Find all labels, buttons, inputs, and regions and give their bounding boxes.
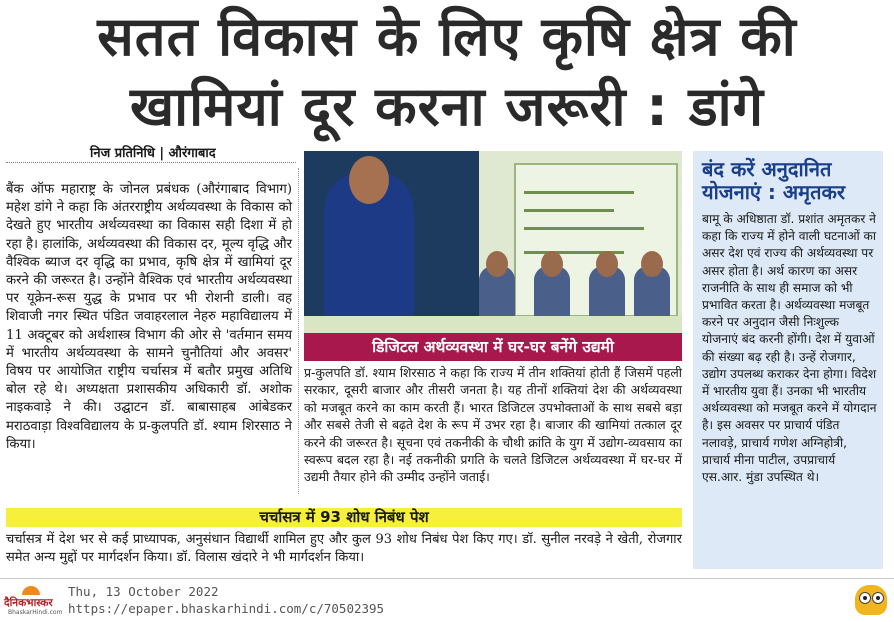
owl-eye [859, 592, 871, 604]
logo-subtext: BhaskarHindi.com [8, 609, 63, 616]
byline: निज प्रतिनिधि | औरंगाबाद [90, 146, 216, 161]
banner-text-line [524, 227, 644, 230]
middle-column-text: प्र-कुलपति डॉ. श्याम शिरसाठ ने कहा कि राज्य में तीन शक्तियां होती हैं जिसमें पहली सरकार, दूसरी बाजार और तीसरी जनता है। यह तीनों शक्तियां देश की अर्थव्यवस्था को मजबूत करने का काम करती हैं। भारत डिजिटल उपभोक्ताओं के साथ सबसे बड़ा और सबसे तेजी से बढ़ते देश के रूप में उभर रहा है। बाजार की खामियां तत्काल दूर करने की जरूरत है। सूचना एवं तकनीकी के चौथी क्रांति के युग में उद्योग-व्यवसाय का स्वरूप बदल रहा है। नई तकनीकी प्रगति के चलते डिजिटल अर्थव्यवस्था में घर-घर में उद्यमी तैयार होने की उम्मीद उन्होंने जताई। [304, 365, 682, 485]
owl-eye [872, 592, 884, 604]
speaker-head [349, 156, 389, 204]
guest-head [641, 251, 663, 277]
bhaskar-logo[interactable] [4, 586, 63, 620]
banner-text-line [524, 191, 634, 194]
footer-divider [0, 578, 894, 579]
guest-head [541, 251, 563, 277]
sidebar-heading: बंद करें अनुदानित योजनाएं : अमृतकर [702, 157, 846, 204]
byline-divider [6, 162, 296, 163]
headline-line-1: सतत विकास के लिए कृषि क्षेत्र की [97, 5, 797, 68]
headline-line-2: खामियां दूर करना जरूरी : डांगे [130, 75, 764, 138]
sidebar-text: बामू के अधिष्ठाता डॉ. प्रशांत अमृतकर ने कहा कि राज्य में होने वाली घटनाओं का असर देश एवं राज्य की अर्थव्यवस्था पर असर होता है। अर्थ कारण का असर राजनीति के साथ ही समाज को भी प्रभावित करता है। अर्थव्यवस्था मजबूत करने पर अनुदान जैसी निःशुल्क योजनाएं बंद करनी होंगी। देश में युवाओं की संख्या बढ़ रही है। उन्हें रोजगार, उद्योग उपलब्ध कराकर देना होगा। विदेश में भारतीय युवा हैं। उनका भी भारतीय अर्थव्यवस्था को मजबूत करने में योगदान है। इस अवसर पर प्राचार्य पंडित नलावड़े, प्राचार्य गणेश अग्निहोत्री, प्राचार्य मीना पाटील, उपप्राचार्य एस.आर. मुंडा उपस्थित थे। [702, 212, 877, 485]
owl-icon[interactable] [855, 585, 887, 615]
guest-head [596, 251, 618, 277]
subsection-text: चर्चासत्र में देश भर से कई प्राध्यापक, अनुसंधान विद्यार्थी शामिल हुए और कुल 93 शोध निबंध पेश किए गए। डॉ. सुनील नरवड़े ने खेती, रोजगार समेत अन्य मुद्दों पर मार्गदर्शन किया। डॉ. विलास खंदारे ने भी मार्गदर्शन किया। [6, 532, 682, 565]
footer-url[interactable]: https://epaper.bhaskarhindi.com/c/70502395 [68, 601, 385, 616]
left-column-text: बैंक ऑफ महाराष्ट्र के जोनल प्रबंधक (औरंगाबाद विभाग) महेश डांगे ने कहा कि अंतरराष्ट्रीय अर्थव्यवस्था के विकास को देखते हुए भारतीय अर्थव्यवस्था का विकास सही दिशा में हो रहा है। हालांकि, अर्थव्यवस्था की विकास दर, मूल्य वृद्धि और वैश्विक ब्याज दर वृद्धि का प्रभाव, कृषि क्षेत्र में खामियां दूर करने की जरूरत है। उन्होंने वैश्विक एवं भारतीय अर्थव्यवस्था पर यूक्रेन-रूस युद्ध के प्रभाव पर भी रोशनी डाली। वह शिवाजी नगर स्थित पंडित जवाहरलाल नेहरु महाविद्यालय में 11 अक्टूबर को अर्थशास्त्र विभाग की ओर से 'वर्तमान समय में भारतीय अर्थव्यवस्था के सामने चुनौतियां और अवसर' विषय पर आयोजित राष्ट्रीय चर्चासत्र में बतौर प्रमुख अतिथि बोल रहे थे। अध्यक्षता प्रशासकीय अधिकारी डॉ. अशोक नाइकवाड़े ने की। उद्घाटन डॉ. बाबासाहब आंबेडकर मराठवाड़ा विश्वविद्यालय के प्र-कुलपति डॉ. श्याम शिरसाठ ने किया। [6, 182, 292, 452]
banner-text-line [524, 209, 614, 212]
sun-icon [22, 586, 40, 595]
photo-caption: डिजिटल अर्थव्यवस्था में घर-घर बनेंगे उद्यमी [304, 333, 682, 361]
guest-head [486, 251, 508, 277]
logo-text: दैनिकभास्कर [4, 597, 53, 609]
news-photo [304, 151, 682, 361]
subsection-heading: चर्चासत्र में 93 शोध निबंध पेश [259, 508, 429, 526]
column-divider [298, 168, 299, 494]
footer-date: Thu, 13 October 2022 [68, 584, 219, 599]
